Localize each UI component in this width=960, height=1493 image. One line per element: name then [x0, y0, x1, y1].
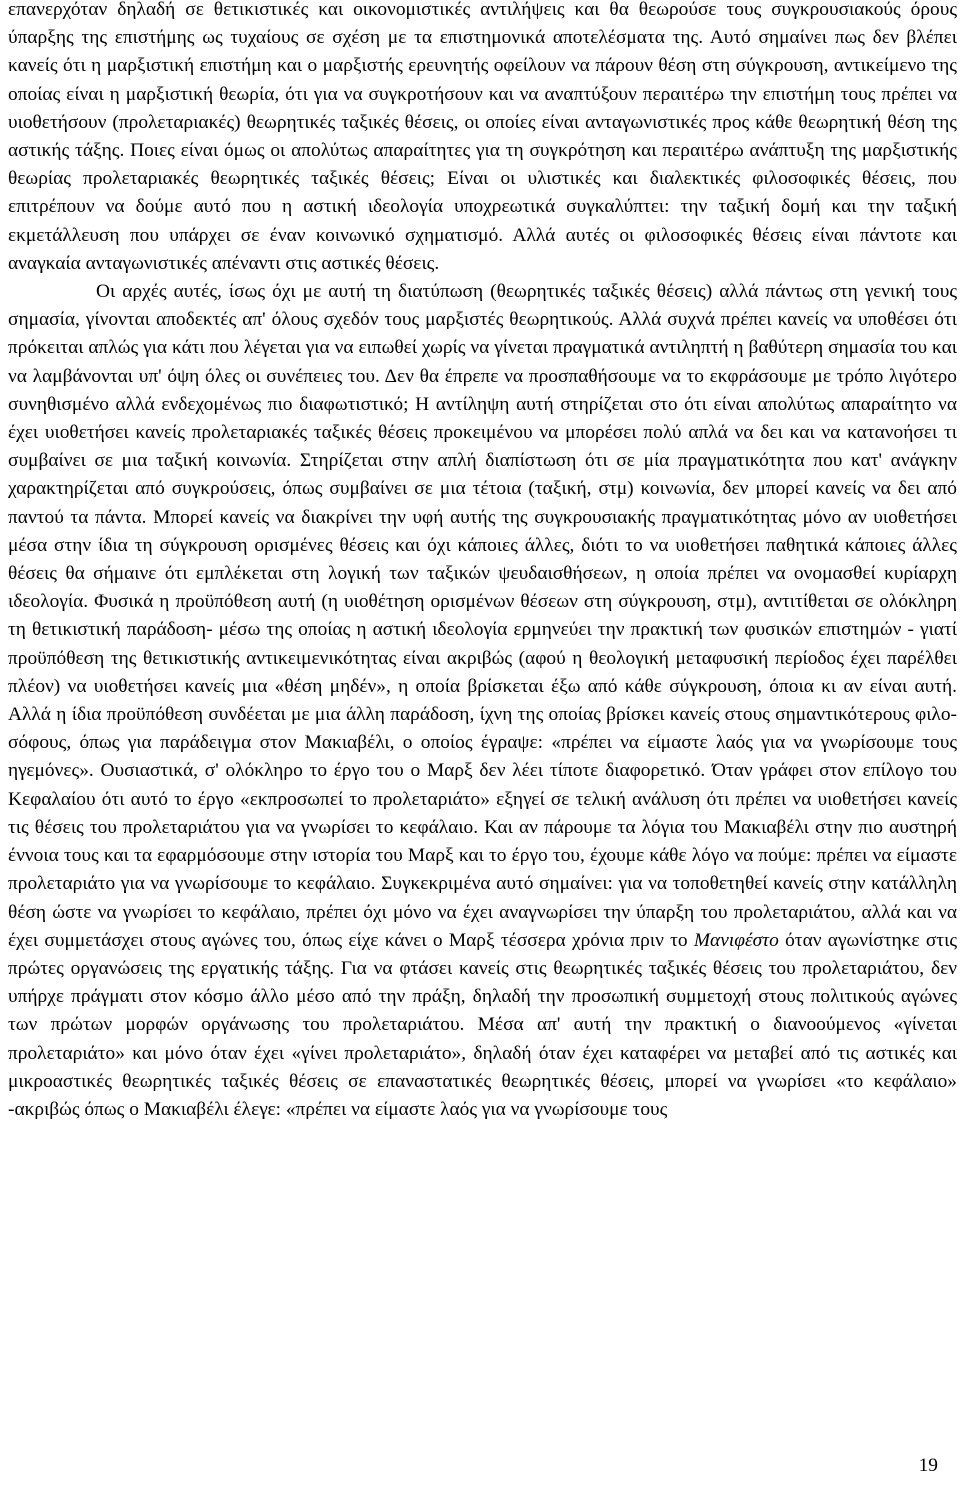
- paragraph-text: επανερχόταν δηλαδή σε θετικιστικές και οικονομιστικές αντιλήψεις και θα θεωρούσε τους συγκρουσιακούς όρους ύπαρξης της επιστήμης ως τυχαίους σε σχέση με τα επιστημονικά αποτελέσματα της. Αυτό σημαίνει πως δεν βλέπει κανείς ότι η μαρξιστική επιστήμη και ο μαρξιστής ερευνητής οφείλουν να πάρουν θέση στη σύγκρουση, αντικείμενο της οποίας είναι η μαρξιστική θεωρία, ότι για να συγκροτήσουν και να αναπτύξουν περαιτέρω την επιστήμη τους πρέπει να υιοθετήσουν (προλεταριακές) θεωρητικές ταξικές θέσεις, οι οποίες είναι ανταγωνιστικές προς κάθε θεωρητική θέση της αστικής τάξης. Ποιες είναι όμως οι απολύτως απαραίτητες για τη συγκρότηση και περαιτέρω ανάπτυξη της μαρξιστικής θεωρίας προλεταριακές θεωρητικές ταξικές θέσεις; Είναι οι υλιστικές και διαλεκτικές φιλοσοφικές θέσεις, που επιτρέπουν να δούμε αυτό που η αστική ιδεολογία υποχρεωτικά συγκαλύπτει: την ταξική δομή και την ταξική εκμετάλλευση που υπάρχει σε έναν κοινωνικό σχηματισμό. Αλλά αυτές οι φιλοσοφικές θέσεις είναι πάντοτε και αναγκαία ανταγωνιστικές απέναντι στις αστικές θέσεις.: [8, 0, 957, 274]
- paragraph: [8, 0, 957, 278]
- body-text: [8, 0, 957, 1124]
- italic-title: Μανιφέστο: [693, 929, 779, 951]
- page-number: 19: [918, 1455, 938, 1476]
- paragraph-text: όταν αγωνίστηκε στις πρώτες οργανώσεις της εργατικής τάξης. Για να φτάσει κανείς στις θεωρητικές ταξικές θέσεις του προλεταριάτου, δεν υπήρχε πράγματι στον κόσμο άλλο μέσο από την πράξη, δηλαδή την προσωπική συμμετοχή στους πολιτικούς αγώνες των πρώτων μορφών οργάνωσης του προλεταριάτου. Μέσα απ' αυτή την πρακτική ο διανοούμενος «γίνεται προλεταριάτο» και μόνο όταν έχει «γίνει προλεταριάτο», δηλαδή όταν έχει καταφέρει να μεταβεί από τις αστικές και μικροαστικές θεωρητικές ταξικές θέσεις σε επαναστατικές θεωρητικές θέσεις, μπορεί να γνωρίσει «το κεφάλαιο» -ακριβώς όπως ο Μακιαβέλι έλεγε: «πρέπει να είμαστε λαός για να γνωρίσουμε τους: [8, 929, 957, 1120]
- paragraph: [8, 278, 957, 1124]
- paragraph-text: Οι αρχές αυτές, ίσως όχι με αυτή τη διατύπωση (θεωρητικές ταξικές θέσεις) αλλά πάντως στη γενική τους σημασία, γίνονται αποδεκτές απ' όλους σχεδόν τους μαρξιστές θεωρητικούς. Αλλά συχνά πρέπει κανείς να υποθέσει ότι πρόκειται απλώς για κάτι που λέγεται για να ειπωθεί χωρίς να γίνεται πραγματικά αντιληπτή η βαθύτερη σημασία του και να λαμβάνονται υπ' όψη όλες οι συνέπειες του. Δεν θα έπρεπε να προσπαθήσουμε να το εκφράσουμε με τρόπο λιγότερο συνηθισμένο αλλά ενδεχομένως πιο διαφωτιστικό; Η αντίληψη αυτή στηρίζεται στο ότι είναι απολύτως απαραίτητο να έχει υιοθετήσει κανείς προλεταριακές ταξικές θέσεις προκειμένου να μπορέσει πολύ απλά να δει και να κατανοήσει τι συμβαίνει σε μια ταξική κοινωνία. Στηρίζεται στην απλή διαπίστωση ότι σε μία πραγματικότητα που κατ' ανάγκην χαρακτηρίζεται από συγκρούσεις, όπως συμβαίνει σε μια τέτοια (ταξική, στμ) κοινωνία, δεν μπορεί κανείς να δει από παντού τα πάντα. Μπορεί κανείς να διακρίνει την υφή αυτής της συγκρουσιακής πραγματικότητας μόνο αν υιοθετήσει μέσα στην ίδια τη σύγκρουση ορισμένες θέσεις και όχι κάποιες άλλες, διότι το να υιοθετήσει παθητικά κάποιες άλλες θέσεις θα σήμαινε ότι εμπλέκεται στη λογική των ταξικών ψευδαισθήσεων, η οποία πρέπει να ονομασθεί κυρίαρχη ιδεολογία. Φυσικά η προϋπόθεση αυτή (η υιοθέτηση ορισμένων θέσεων στη σύγκρουση, στμ), αντιτίθεται σε ολόκληρη τη θετικιστική παράδοση- μέσω της οποίας η αστική ιδεολογία ερμηνεύει την πρακτική των φυσικών επιστημών - γιατί προϋπόθεση της θετικιστικής αντικειμενικότητας είναι ακριβώς (αφού η θεολογική μεταφυσική περίοδος έχει παρέλθει πλέον) να υιοθετήσει κανείς μια «θέση μηδέν», η οποία βρίσκεται έξω από κάθε σύγκρουση, όποια κι αν είναι αυτή. Αλλά η ίδια προϋπόθεση συνδέεται με μια άλλη παράδοση, ίχνη της οποίας βρίσκει κανείς στους σημαντικότερους φιλοσόφους, όπως για παράδειγμα στον Μακιαβέλι, ο οποίος έγραψε: «πρέπει να είμαστε λαός για να γνωρίσουμε τους ηγεμόνες». Ουσιαστικά, σ' ολόκληρο το έργο του ο Μαρξ δεν λέει τίποτε διαφορετικό. Όταν γράφει στον επίλογο του Κεφαλαίου ότι αυτό το έργο «εκπροσωπεί το προλεταριάτο» εξηγεί σε τελική ανάλυση ότι πρέπει να υιοθετήσει κανείς τις θέσεις του προλεταριάτου για να γνωρίσει το κεφάλαιο. Και αν πάρουμε τα λόγια του Μακιαβέλι στην πιο αυστηρή έννοια τους και τα εφαρμόσουμε στην ιστορία του Μαρξ και το έργο του, έχουμε κάθε λόγο να πούμε: πρέπει να είμαστε προλεταριάτο για να γνωρίσουμε το κεφάλαιο. Συγκεκριμένα αυτό σημαίνει: για να τοποθετηθεί κανείς στην κατάλληλη θέση ώστε να γνωρίσει το κεφάλαιο, πρέπει όχι μόνο να έχει αναγνωρίσει την ύπαρξη του προλεταριάτου, αλλά και να έχει συμμετάσχει στους αγώνες του, όπως είχε κάνει ο Μαρξ τέσσερα χρόνια πριν το: [8, 281, 957, 951]
